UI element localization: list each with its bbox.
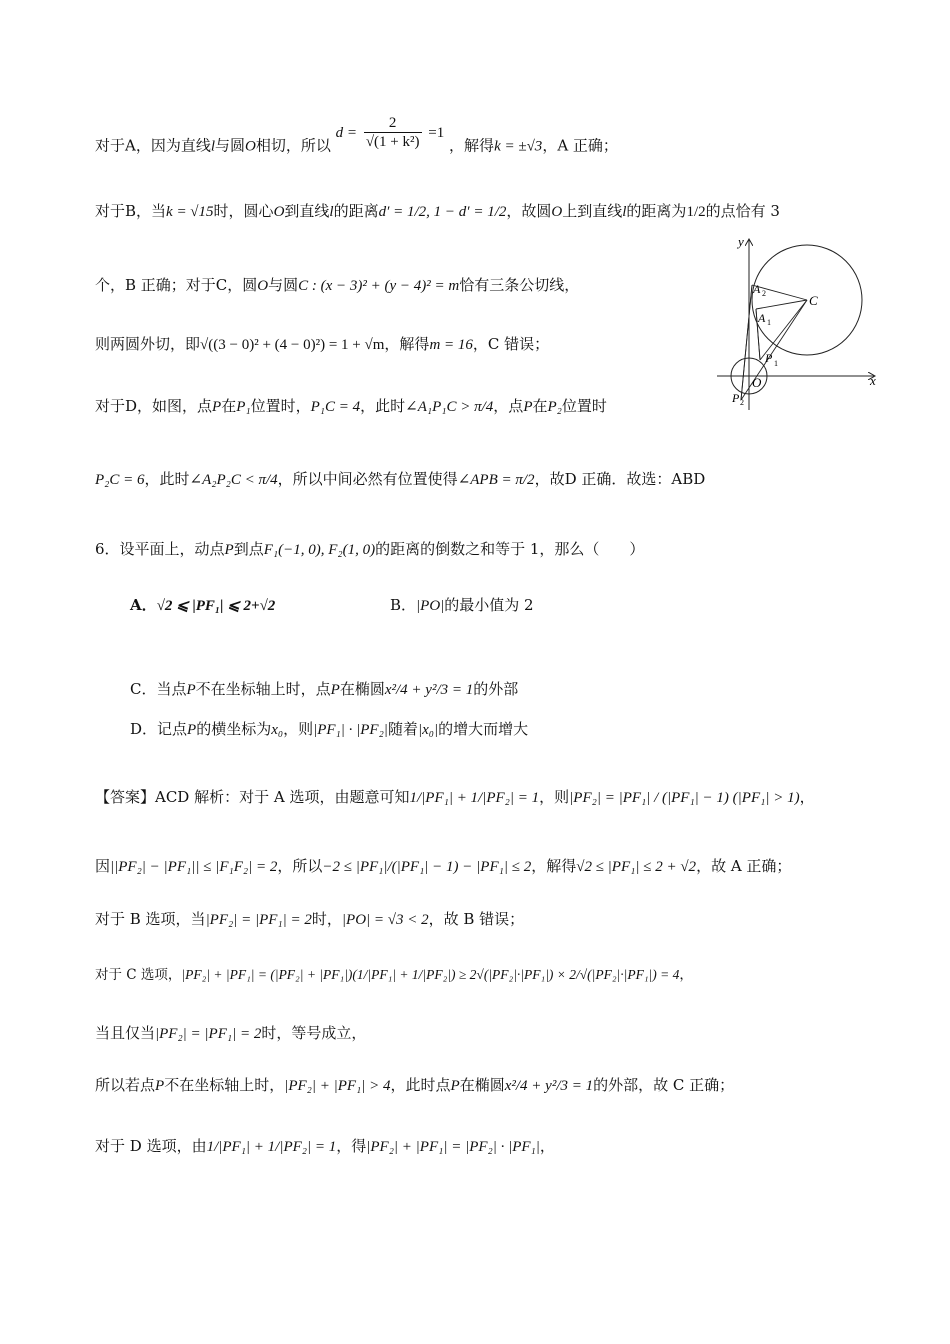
text: 在椭圆 <box>339 680 385 698</box>
text: 对于 B 选项，当 <box>95 910 206 928</box>
text: ，C 错误； <box>472 335 550 353</box>
text: ，得 <box>336 1137 367 1155</box>
geometry-figure <box>712 232 892 412</box>
option-a-formula: √2 ⩽ |PF₁| ⩽ 2+√2 <box>156 598 276 614</box>
formula: |PF₂| = |PF₁| = 2 <box>155 1026 262 1042</box>
text: 因 <box>95 857 111 875</box>
text: 的距离为 <box>626 202 687 220</box>
text: 随着 <box>387 720 418 738</box>
formula-k: k = √15 <box>166 204 214 220</box>
formula-d-rhs: =1 <box>428 124 445 141</box>
text: ，故圆 <box>506 202 552 220</box>
text: ，则 <box>539 788 570 806</box>
text: ，解得 <box>384 335 430 353</box>
line-a2-p2 <box>741 285 752 400</box>
answer-line-3 <box>95 908 524 931</box>
text: ，故 A 正确； <box>696 857 792 875</box>
formula: 1/|PF₁| + 1/|PF₂| = 1 <box>206 1139 337 1155</box>
formula: |PF₂| + |PF₁| = |PF₂| · |PF₁| <box>366 1139 540 1155</box>
text: 不在坐标轴上时， <box>164 1076 285 1094</box>
text: ，故D 正确．故选：ABD <box>534 470 706 488</box>
label-A1-sub: 1 <box>767 318 771 327</box>
solution-d-line-2 <box>95 468 705 491</box>
formula-product: |PF₁| · |PF₂| <box>313 722 388 738</box>
formula: |PF₂| + |PF₁| > 4 <box>284 1078 391 1094</box>
text: ，点 <box>493 397 524 415</box>
text: ，所以 <box>277 857 323 875</box>
formula-d-fraction <box>364 114 422 151</box>
label-P1-sub: 1 <box>774 359 778 368</box>
text: 的增大而增大 <box>438 720 529 738</box>
symbol-P: P <box>187 722 197 738</box>
text: ，所以中间必然有位置使得 <box>277 470 458 488</box>
formula: √2 ≤ |PF₁| ≤ 2 + √2 <box>576 859 697 875</box>
option-c <box>130 678 518 701</box>
text: 不在坐标轴上时，点 <box>195 680 331 698</box>
text: D．记点 <box>130 720 188 738</box>
formula-abs-x0: |x₀| <box>417 722 439 738</box>
text: ，A 正确； <box>542 136 618 155</box>
symbol-P: P <box>330 682 340 698</box>
option-b <box>390 594 534 617</box>
answer-line-7 <box>95 1135 555 1158</box>
formula: ||PF₂| − |PF₁|| ≤ |F₁F₂| = 2 <box>110 859 278 875</box>
answer-line-4 <box>95 964 693 986</box>
text: 的最小值为 2 <box>444 596 534 614</box>
text: ，则 <box>283 720 314 738</box>
text: 对于B，当 <box>95 202 167 220</box>
symbol-O: O <box>551 204 563 220</box>
text: 6．设平面上，动点 <box>95 540 225 558</box>
formula-foci: F₁(−1, 0), F₂(1, 0) <box>263 542 376 558</box>
symbol-l: l <box>210 138 216 155</box>
text: 相切，所以 <box>255 136 331 155</box>
solution-a-line <box>95 115 618 165</box>
label-A2-sub: 2 <box>762 289 766 298</box>
text: ，此时 <box>360 397 406 415</box>
symbol-O: O <box>273 204 285 220</box>
symbol-l: l <box>622 204 627 220</box>
formula-p2c: P₂C = 6 <box>95 472 145 488</box>
label-P2-sub: 2 <box>740 398 744 407</box>
symbol-P: P <box>212 399 222 415</box>
formula-m: m = 16 <box>429 337 473 353</box>
formula-ellipse: x²/4 + y²/3 = 1 <box>384 682 474 698</box>
answer-line-6 <box>95 1074 734 1097</box>
formula-tangent: √((3 − 0)² + (4 − 0)²) = 1 + √m <box>200 337 385 353</box>
label-A2: A <box>753 282 761 296</box>
line-p2-c <box>741 300 807 400</box>
text: 对于A，因为直线 <box>95 136 211 155</box>
text: ， <box>539 1137 555 1155</box>
text: 位置时 <box>561 397 607 415</box>
label-C: C <box>809 293 818 308</box>
text: 到直线 <box>284 202 330 220</box>
symbol-P: P <box>155 1078 165 1094</box>
formula-distance: d′ = 1/2, 1 − d′ = 1/2 <box>378 204 507 220</box>
formula: |PF₂| = |PF₁| / (|PF₁| − 1) (|PF₁| > 1) <box>569 790 800 806</box>
formula-d-lhs: d = <box>335 124 358 141</box>
formula: |PF₂| + |PF₁| = (|PF₂| + |PF₁|)(1/|PF₁| + 1/|PF₂|) ≥ 2√(|PF₂|·|PF₁|) × 2/√(|PF₂|·|PF₁|) = 4 <box>181 967 680 982</box>
symbol-P2: P₂ <box>547 399 562 415</box>
solution-c-line-1 <box>95 274 579 297</box>
text: 对于 C 选项， <box>95 967 182 983</box>
fraction-numerator: 2 <box>364 114 422 133</box>
label-A1: A <box>758 311 766 325</box>
formula: |PF₂| = |PF₁| = 2 <box>205 912 312 928</box>
label-P2: P <box>732 391 740 405</box>
symbol-P: P <box>523 399 533 415</box>
formula-circle-c: C : (x − 3)² + (y − 4)² = m <box>298 278 460 294</box>
text: 在椭圆 <box>459 1076 505 1094</box>
text: 对于 D 选项，由 <box>95 1137 207 1155</box>
option-b-label: B． <box>390 596 417 614</box>
text: 上到直线 <box>562 202 623 220</box>
text: 当且仅当 <box>95 1024 156 1042</box>
text: 在 <box>532 397 548 415</box>
option-a-label: A． <box>130 596 157 614</box>
symbol-P: P <box>224 542 234 558</box>
symbol-O: O <box>257 278 269 294</box>
text: ，此时 <box>144 470 190 488</box>
text: ，此时点 <box>390 1076 451 1094</box>
text: 与圆 <box>268 276 299 294</box>
formula: −2 ≤ |PF₁|/(|PF₁| − 1) − |PF₁| ≤ 2 <box>322 859 532 875</box>
text: ，故 B 错误； <box>428 910 525 928</box>
symbol-P: P <box>450 1078 460 1094</box>
label-x: x <box>870 373 876 388</box>
label-O: O <box>752 375 762 390</box>
solution-c-line-2 <box>95 333 549 356</box>
formula-k: k = ±√3 <box>494 138 543 155</box>
formula-angle-2: ∠A₂P₂C < π/4 <box>189 472 278 488</box>
text: 时，等号成立， <box>261 1024 367 1042</box>
text: 的距离的倒数之和等于 1，那么（ ） <box>375 540 645 558</box>
solution-d-line-1 <box>95 395 607 418</box>
option-a <box>130 594 275 617</box>
label-y: y <box>738 234 744 249</box>
text: 时，圆心 <box>213 202 274 220</box>
fraction-denominator: √(1 + k²) <box>365 134 420 150</box>
symbol-l: l <box>329 204 334 220</box>
text: 的横坐标为 <box>196 720 272 738</box>
solution-b-line <box>95 200 780 223</box>
formula-p1c: P₁C = 4 <box>310 399 361 415</box>
text: 时， <box>311 910 342 928</box>
text: 的外部 <box>473 680 519 698</box>
text: 则两圆外切，即 <box>95 335 201 353</box>
formula: 1/|PF₁| + 1/|PF₂| = 1 <box>409 790 540 806</box>
text: ， <box>679 967 693 983</box>
question-6-stem <box>95 538 644 561</box>
text: ，解得 <box>531 857 577 875</box>
text: 的距离 <box>333 202 379 220</box>
symbol-O: O <box>245 138 256 155</box>
text: 的点恰有 3 <box>705 202 780 220</box>
formula: |PO| = √3 < 2 <box>341 912 429 928</box>
symbol-P1: P₁ <box>236 399 251 415</box>
symbol-x0: x₀ <box>271 722 284 738</box>
text: 到点 <box>233 540 264 558</box>
text: 位置时， <box>250 397 311 415</box>
text: 的外部，故 C 正确； <box>593 1076 735 1094</box>
text: ， <box>799 788 815 806</box>
answer-line-1 <box>95 786 815 809</box>
line-a1-c <box>756 300 807 309</box>
text: ，解得 <box>449 136 495 155</box>
answer-line-2 <box>95 855 791 878</box>
text: 所以若点 <box>95 1076 156 1094</box>
text: 个，B 正确；对于C，圆 <box>95 276 258 294</box>
geometry-diagram <box>712 232 892 412</box>
text: 与圆 <box>215 136 246 155</box>
label-P1: P <box>765 351 773 365</box>
formula-angle-1: ∠A₁P₁C > π/4 <box>405 399 494 415</box>
text: C．当点 <box>130 680 187 698</box>
text: 【答案】ACD 解析：对于 A 选项，由题意可知 <box>95 788 410 806</box>
formula: x²/4 + y²/3 = 1 <box>504 1078 594 1094</box>
text: 恰有三条公切线， <box>459 276 580 294</box>
answer-line-5 <box>95 1022 366 1045</box>
option-b-formula: |PO| <box>416 598 445 614</box>
text: 在 <box>221 397 237 415</box>
option-d <box>130 718 528 741</box>
formula-half: 1/2 <box>686 204 706 220</box>
formula-angle-3: ∠APB = π/2 <box>457 472 535 488</box>
symbol-P: P <box>186 682 196 698</box>
text: 对于D，如图，点 <box>95 397 213 415</box>
